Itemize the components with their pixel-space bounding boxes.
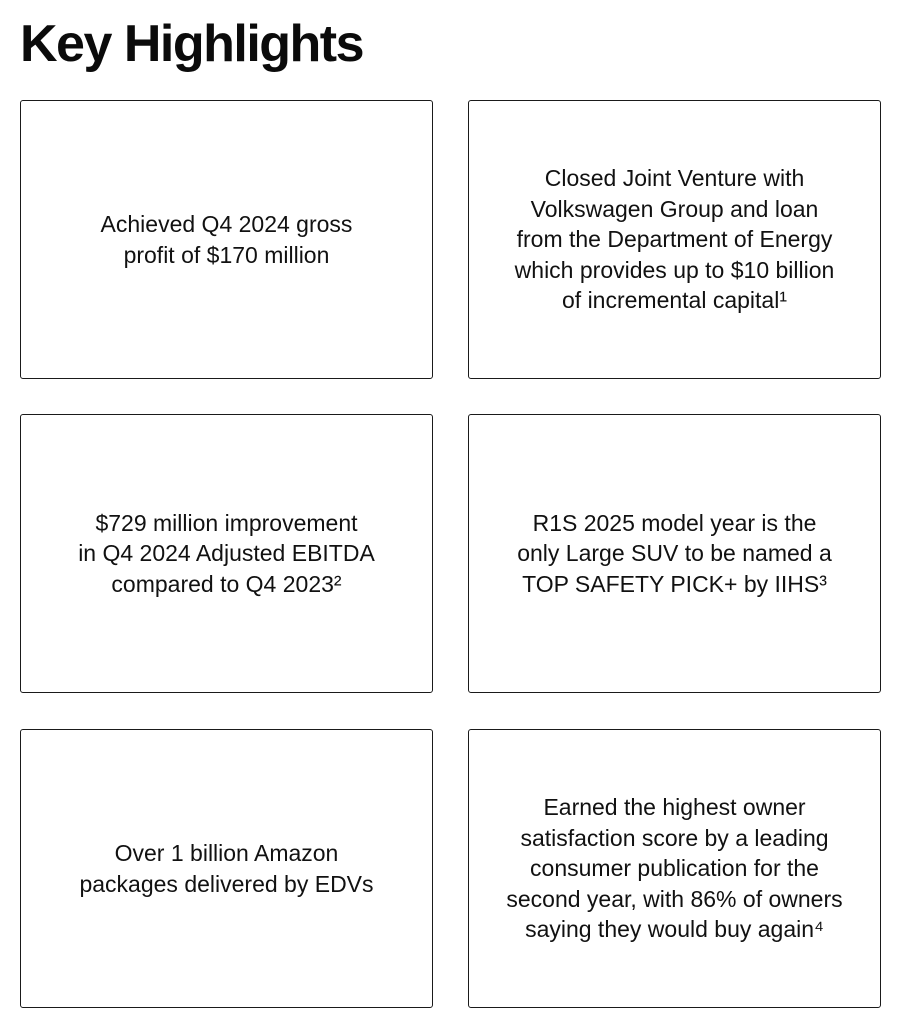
highlight-card-gross-profit	[20, 100, 433, 379]
highlight-card-joint-venture	[468, 100, 881, 379]
highlight-text: Achieved Q4 2024 gross profit of $170 million	[100, 211, 353, 268]
highlight-text: Earned the highest owner satisfaction score by a leading consumer publication for the second year, with 86% of owners saying they would buy again⁴	[506, 794, 843, 943]
highlight-card-safety-pick	[468, 414, 881, 693]
highlight-text: Over 1 billion Amazon packages delivered by EDVs	[79, 840, 374, 897]
highlight-card-amazon-packages	[20, 729, 433, 1008]
highlight-text: $729 million improvement in Q4 2024 Adjusted EBITDA compared to Q4 2023²	[78, 509, 375, 597]
highlight-card-owner-satisfaction	[468, 729, 881, 1008]
page-title: Key Highlights	[20, 15, 364, 73]
highlight-card-ebitda	[20, 414, 433, 693]
highlight-text: Closed Joint Venture with Volkswagen Group and loan from the Department of Energy which provides up to $10 billion of incremental capital¹	[514, 165, 835, 314]
highlight-text: R1S 2025 model year is the only Large SUV to be named a TOP SAFETY PICK+ by IIHS³	[517, 509, 832, 597]
